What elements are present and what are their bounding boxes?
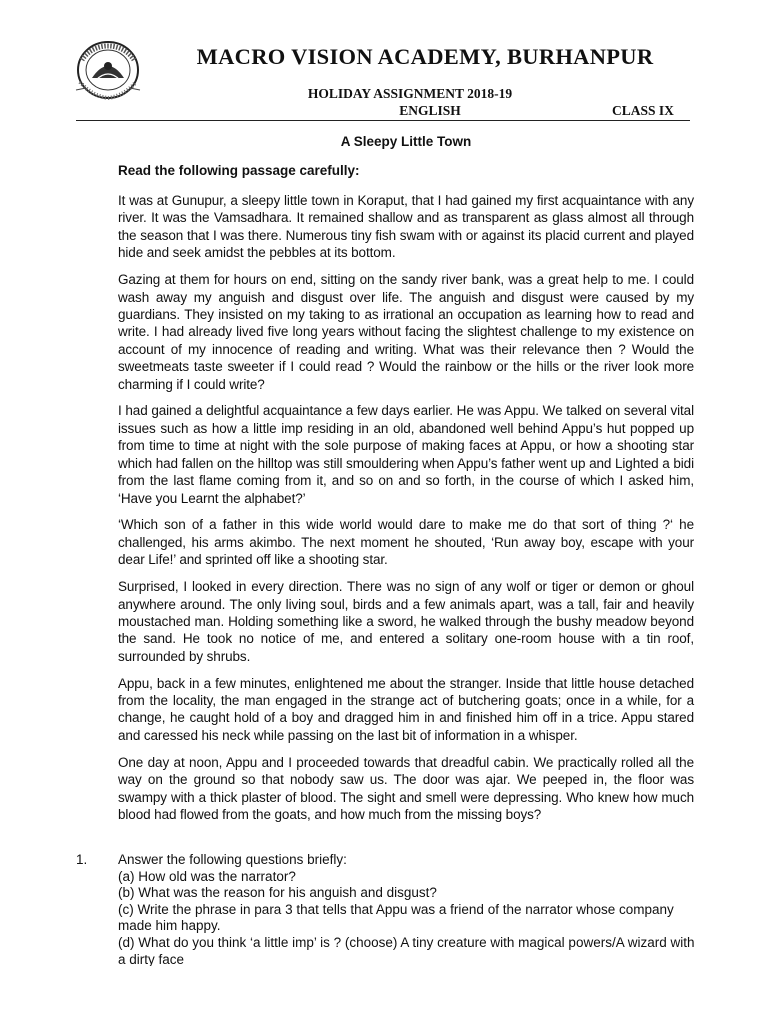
subject-label: ENGLISH <box>399 103 461 118</box>
header-divider <box>76 120 690 121</box>
question-item-d: (d) What do you think ‘a little imp’ is ? (choose) A tiny creature with magical powers/A wizard with a dirty face <box>118 934 695 966</box>
reading-instruction: Read the following passage carefully: <box>118 163 360 178</box>
assignment-title: HOLIDAY ASSIGNMENT 2018-19 <box>307 86 513 101</box>
question-item-a: (a) How old was the narrator? <box>118 868 296 884</box>
question-block <box>76 852 696 966</box>
question-number: 1. <box>76 852 88 867</box>
passage-body <box>118 192 694 833</box>
passage-paragraph-2: Gazing at them for hours on end, sitting on the sandy river bank, was a great help to me. I could wash away my anguish and disgust over life. The anguish and disgust were caused by my guardians. They insisted on my taking to as irrational an occupation as learning how to read and write. I had already lived five long years without facing the slightest challenge to my existence on account of my innocence of reading and writing. What was their relevance then ? Would the sweetmeats taste sweeter if I could read ? Would the rainbow or the hills or the river look more charming if I could write? <box>118 272 694 392</box>
passage-title: A Sleepy Little Town <box>340 134 472 149</box>
passage-paragraph-4: ‘Which son of a father in this wide world would dare to make me do that sort of thing ?‘ he challenged, his arms akimbo. The next moment he shouted, ‘Run away boy, escape with your dear Life!’ and sprinted off like a shooting star. <box>118 517 694 568</box>
passage-paragraph-3: I had gained a delightful acquaintance a few days earlier. He was Appu. We talked on several vital issues such as how a little imp residing in an old, abandoned well behind Appu’s hut popped up from time to time at night with the sole purpose of making faces at Appu, or how a shooting star which had fallen on the hilltop was still smouldering when Appu’s father went up and Lighted a bidi from the last flame coming from it, and so on and so forth, in the course of which I asked him, ‘Have you Learnt the alphabet?’ <box>118 403 694 506</box>
question-prompt: Answer the following questions briefly: <box>118 852 347 867</box>
passage-paragraph-5: Surprised, I looked in every direction. There was no sign of any wolf or tiger or demon or ghoul anywhere around. The only living soul, birds and a few animals apart, was a tall, fair and heavily moustached man. Holding something like a sword, he walked through the bushy meadow beyond the sand. He took no notice of me, and entered a solitary one-room house with a tin roof, surrounded by shrubs. <box>118 579 694 664</box>
question-item-b: (b) What was the reason for his anguish and disgust? <box>118 885 437 901</box>
question-body <box>118 852 696 966</box>
passage-paragraph-7: One day at noon, Appu and I proceeded towards that dreadful cabin. We practically rolled all the way on the ground so that nobody saw us. The door was ajar. We peeped in, the floor was swampy with a thick plaster of blood. The sight and smell were depressing. Who knew how much blood had flowed from the goats, and how much from the missing boys? <box>118 754 694 822</box>
school-name: MACRO VISION ACADEMY, BURHANPUR <box>196 44 654 69</box>
passage-paragraph-1: It was at Gunupur, a sleepy little town in Koraput, that I had gained my first acquaintance with any river. It was the Vamsadhara. It remained shallow and as transparent as glass almost all through the season that I was there. Numerous tiny fish swam with or against its placid current and played hide and seek amidst the pebbles at its bottom. <box>118 193 694 261</box>
class-label: CLASS IX <box>612 103 674 118</box>
passage-paragraph-6: Appu, back in a few minutes, enlightened me about the stranger. Inside that little house detached from the locality, the man engaged in the strange act of butchering goats; once in a while, for a change, he caught hold of a boy and dragged him in and finished him off in a trice. Appu stared and caressed his neck while passing on the last bit of information in a whisper. <box>118 675 694 743</box>
question-item-c: (c) Write the phrase in para 3 that tells that Appu was a friend of the narrator whose company made him happy. <box>118 901 674 934</box>
school-logo <box>72 38 142 102</box>
